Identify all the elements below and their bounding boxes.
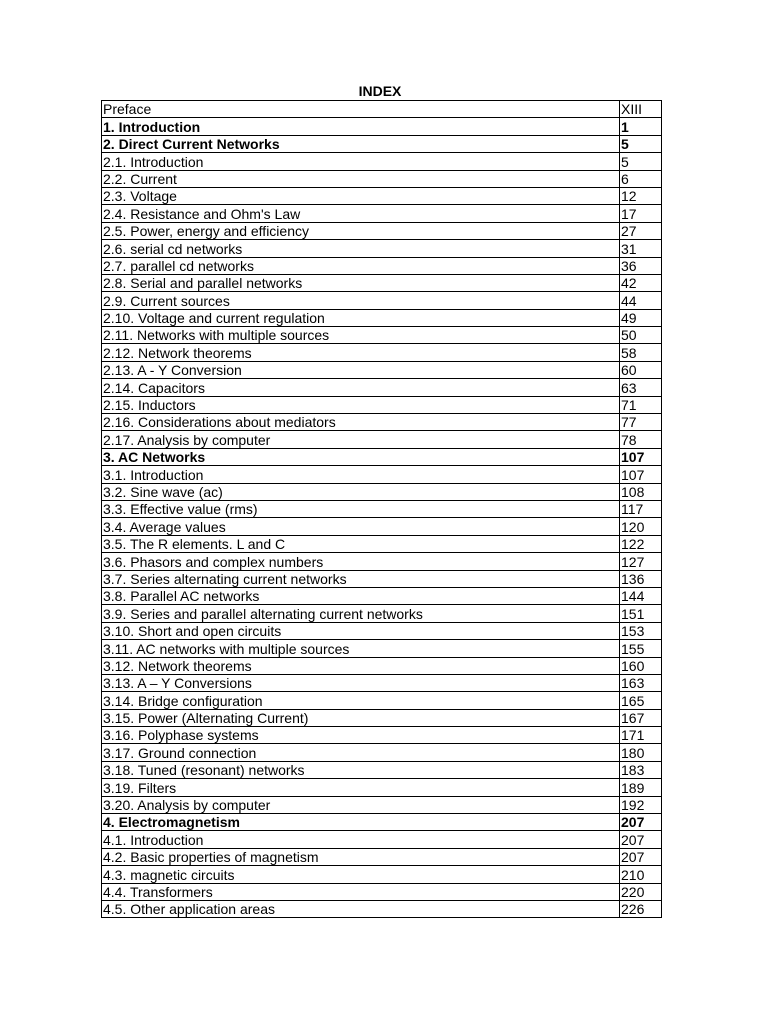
index-row (102, 361, 662, 378)
index-entry-page: 5 (620, 135, 662, 152)
index-entry-page: 183 (620, 761, 662, 778)
index-entry-title: 2.3. Voltage (102, 187, 620, 204)
index-entry-title: 3.3. Effective value (rms) (102, 500, 620, 517)
index-entry-title: 2.11. Networks with multiple sources (102, 327, 620, 344)
page-title: INDEX (358, 83, 402, 99)
index-entry-title: 4.5. Other application areas (102, 900, 620, 917)
index-entry-title: 2.14. Capacitors (102, 379, 620, 396)
index-row (102, 500, 662, 517)
index-row (102, 205, 662, 222)
index-row (102, 257, 662, 274)
index-entry-title: 2.17. Analysis by computer (102, 431, 620, 448)
index-row (102, 135, 662, 152)
index-entry-title: 3.17. Ground connection (102, 744, 620, 761)
index-entry-page: 167 (620, 709, 662, 726)
index-entry-page: 108 (620, 483, 662, 500)
index-row (102, 570, 662, 587)
index-entry-page: 44 (620, 292, 662, 309)
index-entry-title: 2. Direct Current Networks (102, 135, 620, 152)
index-entry-title: 3. AC Networks (102, 448, 620, 465)
index-entry-title: 3.10. Short and open circuits (102, 622, 620, 639)
index-row (102, 466, 662, 483)
index-entry-title: 3.7. Series alternating current networks (102, 570, 620, 587)
index-row (102, 448, 662, 465)
index-row (102, 553, 662, 570)
index-entry-title: 3.20. Analysis by computer (102, 796, 620, 813)
index-entry-page: 210 (620, 866, 662, 883)
index-entry-title: 4.3. magnetic circuits (102, 866, 620, 883)
index-entry-title: 3.13. A – Y Conversions (102, 674, 620, 691)
index-entry-page: 78 (620, 431, 662, 448)
index-row (102, 431, 662, 448)
index-row (102, 605, 662, 622)
index-row (102, 170, 662, 187)
index-table-body (102, 101, 662, 918)
index-entry-page: 12 (620, 187, 662, 204)
index-entry-title: 4.1. Introduction (102, 831, 620, 848)
index-entry-page: XIII (620, 101, 662, 118)
index-entry-title: 4. Electromagnetism (102, 814, 620, 831)
index-entry-page: 107 (620, 466, 662, 483)
index-entry-page: 207 (620, 831, 662, 848)
index-entry-page: 117 (620, 500, 662, 517)
index-entry-page: 36 (620, 257, 662, 274)
index-entry-title: 2.12. Network theorems (102, 344, 620, 361)
index-entry-page: 5 (620, 153, 662, 170)
index-entry-page: 192 (620, 796, 662, 813)
index-entry-title: 2.5. Power, energy and efficiency (102, 222, 620, 239)
index-row (102, 657, 662, 674)
index-entry-title: Preface (102, 101, 620, 118)
index-entry-page: 165 (620, 692, 662, 709)
index-row (102, 744, 662, 761)
index-row (102, 692, 662, 709)
index-entry-title: 3.18. Tuned (resonant) networks (102, 761, 620, 778)
index-entry-title: 2.1. Introduction (102, 153, 620, 170)
index-entry-title: 2.9. Current sources (102, 292, 620, 309)
index-row (102, 309, 662, 326)
index-row (102, 814, 662, 831)
index-row (102, 883, 662, 900)
index-entry-title: 3.19. Filters (102, 779, 620, 796)
index-row (102, 396, 662, 413)
index-entry-title: 3.5. The R elements. L and C (102, 535, 620, 552)
index-entry-page: 60 (620, 361, 662, 378)
index-row (102, 274, 662, 291)
index-row (102, 900, 662, 917)
index-row (102, 709, 662, 726)
index-entry-title: 1. Introduction (102, 118, 620, 135)
index-entry-title: 2.8. Serial and parallel networks (102, 274, 620, 291)
index-entry-page: 107 (620, 448, 662, 465)
index-row (102, 761, 662, 778)
index-entry-page: 127 (620, 553, 662, 570)
index-entry-page: 160 (620, 657, 662, 674)
index-entry-title: 3.12. Network theorems (102, 657, 620, 674)
index-row (102, 674, 662, 691)
index-entry-title: 3.9. Series and parallel alternating current networks (102, 605, 620, 622)
index-entry-page: 77 (620, 414, 662, 431)
index-row (102, 535, 662, 552)
index-entry-title: 2.10. Voltage and current regulation (102, 309, 620, 326)
index-entry-page: 180 (620, 744, 662, 761)
index-entry-page: 189 (620, 779, 662, 796)
index-row (102, 344, 662, 361)
index-entry-title: 4.2. Basic properties of magnetism (102, 848, 620, 865)
index-row (102, 101, 662, 118)
index-entry-page: 50 (620, 327, 662, 344)
index-entry-title: 3.2. Sine wave (ac) (102, 483, 620, 500)
index-row (102, 779, 662, 796)
index-row (102, 483, 662, 500)
index-entry-page: 17 (620, 205, 662, 222)
index-entry-title: 2.16. Considerations about mediators (102, 414, 620, 431)
index-entry-page: 27 (620, 222, 662, 239)
index-entry-page: 155 (620, 640, 662, 657)
index-entry-page: 226 (620, 900, 662, 917)
index-entry-title: 3.16. Polyphase systems (102, 727, 620, 744)
index-entry-page: 171 (620, 727, 662, 744)
index-entry-title: 3.8. Parallel AC networks (102, 587, 620, 604)
index-entry-page: 1 (620, 118, 662, 135)
index-entry-page: 71 (620, 396, 662, 413)
index-entry-page: 31 (620, 240, 662, 257)
index-entry-page: 151 (620, 605, 662, 622)
index-entry-title: 2.6. serial cd networks (102, 240, 620, 257)
index-entry-title: 3.4. Average values (102, 518, 620, 535)
index-entry-page: 144 (620, 587, 662, 604)
index-entry-title: 2.4. Resistance and Ohm's Law (102, 205, 620, 222)
index-table (101, 100, 662, 918)
index-entry-page: 49 (620, 309, 662, 326)
index-entry-page: 63 (620, 379, 662, 396)
index-entry-page: 136 (620, 570, 662, 587)
index-entry-page: 220 (620, 883, 662, 900)
index-entry-title: 2.2. Current (102, 170, 620, 187)
index-entry-page: 207 (620, 814, 662, 831)
index-row (102, 831, 662, 848)
index-entry-title: 3.15. Power (Alternating Current) (102, 709, 620, 726)
index-entry-title: 3.6. Phasors and complex numbers (102, 553, 620, 570)
index-entry-page: 122 (620, 535, 662, 552)
index-entry-title: 4.4. Transformers (102, 883, 620, 900)
index-row (102, 414, 662, 431)
index-row (102, 153, 662, 170)
index-row (102, 622, 662, 639)
index-row (102, 727, 662, 744)
index-row (102, 187, 662, 204)
index-entry-title: 3.1. Introduction (102, 466, 620, 483)
index-row (102, 518, 662, 535)
index-row (102, 240, 662, 257)
index-entry-page: 6 (620, 170, 662, 187)
index-row (102, 379, 662, 396)
index-entry-page: 120 (620, 518, 662, 535)
index-row (102, 292, 662, 309)
index-entry-page: 163 (620, 674, 662, 691)
index-entry-title: 2.7. parallel cd networks (102, 257, 620, 274)
index-entry-page: 58 (620, 344, 662, 361)
index-row (102, 327, 662, 344)
index-row (102, 796, 662, 813)
index-row (102, 866, 662, 883)
index-entry-title: 2.13. A - Y Conversion (102, 361, 620, 378)
index-row (102, 222, 662, 239)
index-entry-title: 3.11. AC networks with multiple sources (102, 640, 620, 657)
index-row (102, 848, 662, 865)
index-row (102, 118, 662, 135)
index-entry-page: 207 (620, 848, 662, 865)
index-entry-page: 42 (620, 274, 662, 291)
index-entry-page: 153 (620, 622, 662, 639)
index-row (102, 587, 662, 604)
index-entry-title: 2.15. Inductors (102, 396, 620, 413)
index-row (102, 640, 662, 657)
index-entry-title: 3.14. Bridge configuration (102, 692, 620, 709)
